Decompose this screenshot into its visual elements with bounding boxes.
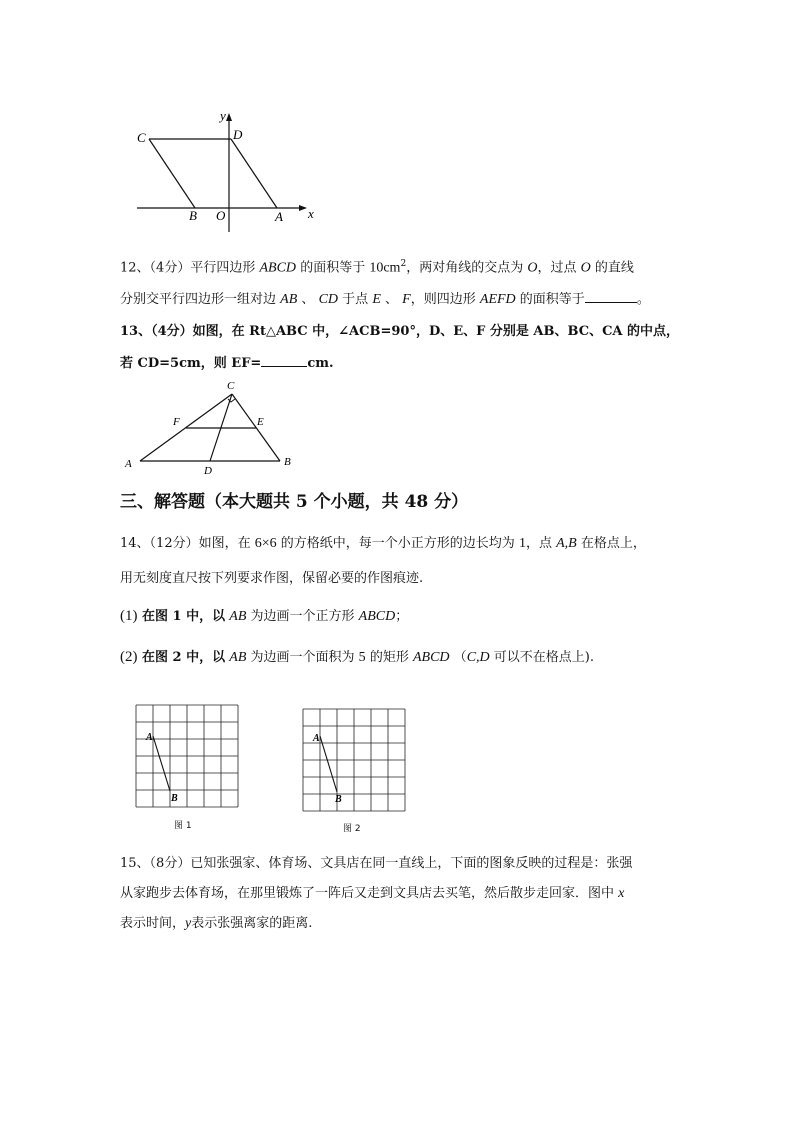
q15-text: 15、（8分）已知张强家、体育场、文具店在同一直线上，下面的图象反映的过程是：张强 <box>120 856 633 871</box>
q14-text: 在图 2 中，以 <box>137 650 226 665</box>
right-triangle-figure <box>120 377 305 477</box>
label-c: C <box>227 380 235 392</box>
q15-y: y <box>185 916 192 931</box>
q14-item1-ab: AB <box>229 609 247 624</box>
parallelogram-axes-figure <box>125 105 330 235</box>
q13-answer-blank[interactable] <box>261 354 307 367</box>
segment-ab <box>320 736 337 792</box>
q12-e: E <box>372 292 381 307</box>
q13-text: 13、（4分）如图，在 Rt△ABC 中，∠ACB=90°，D、E、F 分别是 AB、BC、CA 的中点， <box>120 324 680 339</box>
q12-text: ，则四边形 <box>410 292 476 307</box>
q14-item2-number: (2) <box>120 649 138 665</box>
grid-figure-1 <box>135 704 241 810</box>
label-b: B <box>284 456 291 468</box>
q12-text: 、 <box>385 292 399 307</box>
q14-text: ； <box>395 609 409 624</box>
label-a: A <box>146 732 153 743</box>
q12-text: 的面积等于 <box>300 260 366 276</box>
q15-x: x <box>618 886 625 901</box>
q14-one: 1 <box>518 536 526 551</box>
q15-text: 表示时间， <box>120 916 186 931</box>
q12-text: 、 <box>301 292 315 307</box>
label-f: F <box>173 416 180 428</box>
segment-da <box>231 139 277 208</box>
q12-text: 。 <box>636 292 650 307</box>
q14-item2-ab: AB <box>229 650 247 665</box>
q12-o: O <box>527 260 538 276</box>
label-o: O <box>216 208 226 223</box>
x-axis-arrow <box>299 205 307 211</box>
q12-number: 12、（4分） <box>120 260 191 276</box>
q14-text: 的矩形 <box>369 650 409 665</box>
q14-grid-size: 6×6 <box>254 536 277 551</box>
q14-text: 在格点上， <box>580 536 646 551</box>
q12-cd: CD <box>318 292 339 307</box>
label-a: A <box>125 458 132 470</box>
y-axis-arrow <box>226 113 232 121</box>
q14-text: 用无刻度直尺按下列要求作图，保留必要的作图痕迹. <box>120 571 424 586</box>
q12-abcd: ABCD <box>259 260 297 276</box>
q12-line1 <box>120 255 634 277</box>
q12-text: 平行四边形 <box>190 260 256 276</box>
q15-text: 从家跑步去体育场，在那里锻炼了一阵后又走到文具店去买笔，然后散步走回家．图中 <box>120 886 615 901</box>
q14-item1-number: (1) <box>120 608 138 624</box>
q12-o2: O <box>580 260 591 276</box>
label-b: B <box>335 794 342 805</box>
q12-text: 于点 <box>342 292 369 307</box>
q14-text: 在图 1 中，以 <box>137 609 226 624</box>
grid-figure-2 <box>302 708 408 814</box>
q12-ab: AB <box>280 292 298 307</box>
q12-area-sup: 2 <box>400 259 407 269</box>
label-a: A <box>275 209 283 224</box>
q15-line1 <box>120 855 632 873</box>
q14-text: 可以不在格点上). <box>493 650 594 665</box>
label-x: x <box>308 206 314 221</box>
q14-item2 <box>120 648 594 667</box>
q14-text: 的方格纸中，每一个小正方形的边长均为 <box>280 536 515 551</box>
grid-caption-2: 图 2 <box>343 824 361 834</box>
q14-text: 14、（12分）如图，在 <box>120 536 251 551</box>
q14-line1 <box>120 535 646 553</box>
q15-line3 <box>120 915 312 933</box>
label-d: D <box>233 127 243 142</box>
label-d: D <box>204 465 212 477</box>
label-a: A <box>313 733 320 744</box>
section-3-heading: 三、解答题（本大题共 5 个小题，共 48 分） <box>120 492 469 512</box>
q14-text: 为边画一个面积为 <box>250 650 355 665</box>
q14-text: ，点 <box>525 536 552 551</box>
label-c: C <box>137 130 146 145</box>
q14-item1-abcd: ABCD <box>358 609 396 624</box>
q14-text: （ <box>453 650 467 665</box>
q15-text: 表示张强离家的距离. <box>191 916 313 931</box>
q14-item2-five: 5 <box>358 650 366 665</box>
q14-item1 <box>120 607 408 626</box>
segment-ab <box>153 736 170 791</box>
q14-item2-abcd: ABCD <box>412 650 450 665</box>
q14-text: 为边画一个正方形 <box>250 609 355 624</box>
q14-line2 <box>120 570 423 588</box>
q12-line2 <box>120 290 650 309</box>
q13-line2 <box>120 354 334 373</box>
q12-area: 10cm <box>369 260 401 276</box>
q15-line2 <box>120 885 624 903</box>
q12-text: 的直线 <box>594 260 634 276</box>
segment-cb <box>149 139 195 208</box>
q12-aefd: AEFD <box>479 292 516 307</box>
q13-text: cm. <box>307 356 334 371</box>
q14-item2-cd: C,D <box>466 650 490 665</box>
q13-text: 若 CD=5cm，则 EF= <box>120 356 262 371</box>
q12-f: F <box>402 292 411 307</box>
q12-text: ，过点 <box>537 260 577 276</box>
q12-answer-blank[interactable] <box>585 290 637 303</box>
q12-text: 的面积等于 <box>519 292 585 307</box>
q12-text: ，两对角线的交点为 <box>406 260 524 276</box>
label-b: B <box>171 793 178 804</box>
q14-ab: A,B <box>556 536 577 551</box>
label-b: B <box>189 208 197 223</box>
label-y: y <box>220 108 226 123</box>
q12-text: 分别交平行四边形一组对边 <box>120 292 277 307</box>
q13-line1 <box>120 323 679 341</box>
grid-caption-1: 图 1 <box>174 821 192 831</box>
label-e: E <box>257 416 264 428</box>
